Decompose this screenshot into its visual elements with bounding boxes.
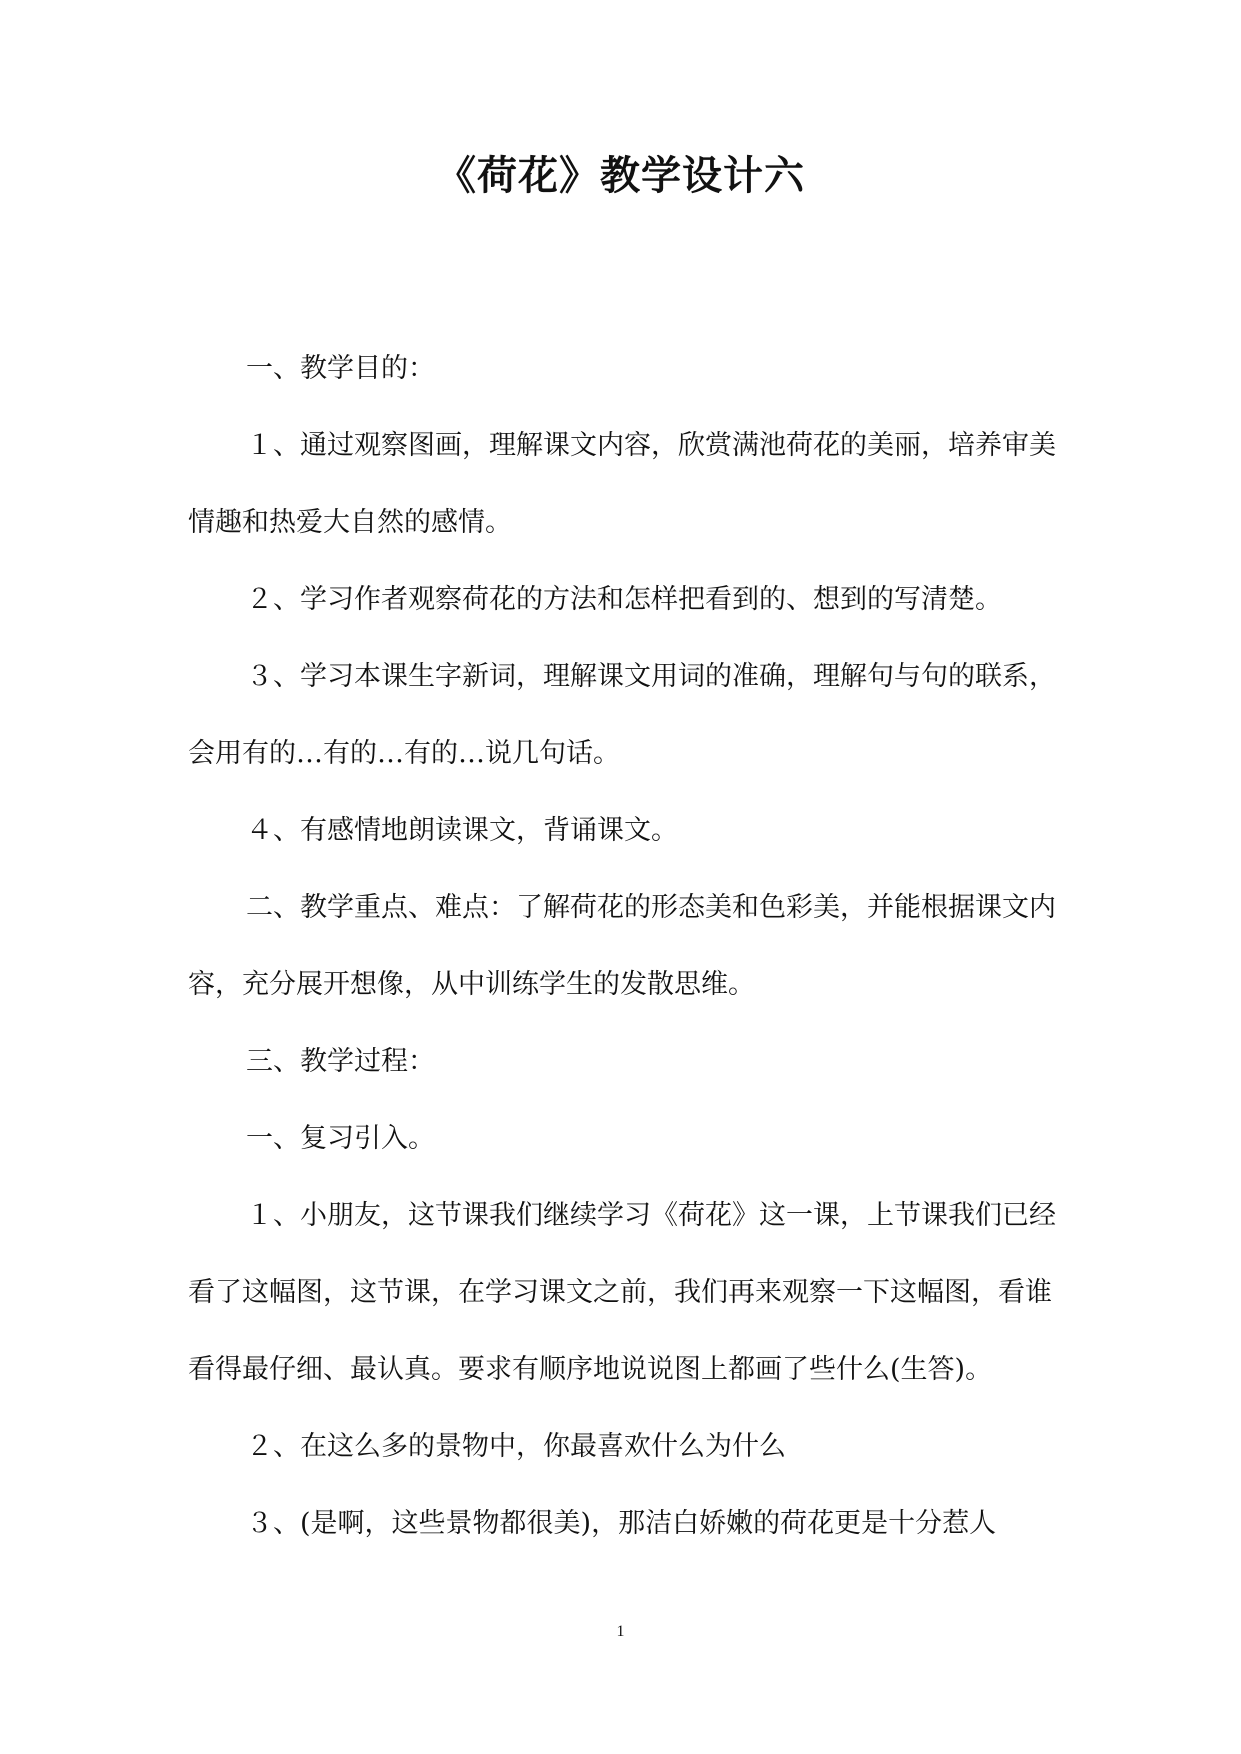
paragraph: ２、学习作者观察荷花的方法和怎样把看到的、想到的写清楚。 (246, 584, 1002, 615)
paragraph: 二、教学重点、难点：了解荷花的形态美和色彩美，并能根据课文内容，充分展开想像，从中训练学生的发散思维。 (188, 892, 1056, 1000)
paragraph: 一、复习引入。 (246, 1123, 435, 1154)
paragraph: 三、教学过程： (246, 1046, 435, 1077)
paragraph: ３、(是啊，这些景物都很美)，那洁白娇嫩的荷花更是十分惹人 (246, 1508, 997, 1539)
paragraph: １、通过观察图画，理解课文内容，欣赏满池荷花的美丽，培养审美情趣和热爱大自然的感情。 (188, 430, 1056, 538)
paragraph: ４、有感情地朗读课文，背诵课文。 (246, 815, 678, 846)
document-body (188, 330, 1058, 1562)
page-number: 1 (616, 1623, 625, 1640)
paragraph: ３、学习本课生字新词，理解课文用词的准确，理解句与句的联系，会用有的…有的…有的…说几句话。 (188, 661, 1056, 769)
page-title: 《荷花》教学设计六 (436, 153, 805, 199)
paragraph: １、小朋友，这节课我们继续学习《荷花》这一课，上节课我们已经看了这幅图，这节课，在学习课文之前，我们再来观察一下这幅图，看谁看得最仔细、最认真。要求有顺序地说说图上都画了些什么(生答)。 (188, 1200, 1056, 1385)
paragraph: 一、教学目的： (246, 353, 435, 384)
paragraph: ２、在这么多的景物中，你最喜欢什么为什么 (246, 1431, 786, 1462)
